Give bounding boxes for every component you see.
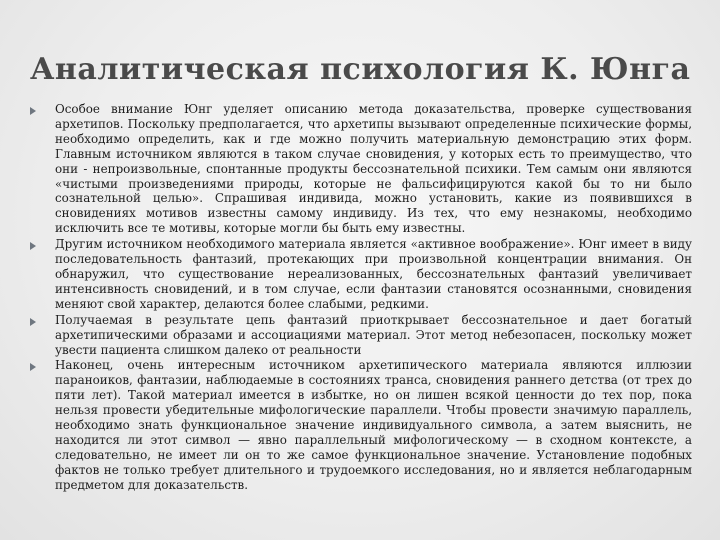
bullet-item	[30, 237, 692, 312]
triangle-bullet-icon	[30, 107, 36, 115]
triangle-bullet-icon	[30, 318, 36, 326]
triangle-bullet-icon	[30, 242, 36, 250]
bullet-text: Особое внимание Юнг уделяет описанию метода доказательства, проверке существования архетипов. Поскольку предполагается, что архетипы вызывают определенные психические формы, необходимо определить, как и где можно получить материальную демонстрацию этих форм. Главным источником являются в таком случае сновидения, у которых есть то преимущество, что они - непроизвольные, спонтанные продукты бессознательной психики. Тем самым они являются «чистыми произведениями природы, которые не фальсифицируются какой бы то ни было сознательной целью». Спрашивая индивида, можно установить, какие из появившихся в сновидениях мотивов известны самому индивиду. Из тех, что ему незнакомы, необходимо исключить все те мотивы, которые могли бы быть ему известны.	[55, 102, 692, 236]
bullet-text: Наконец, очень интересным источником архетипического материала являются иллюзии параноиков, фантазии, наблюдаемые в состояниях транса, сновидения раннего детства (от трех до пяти лет). Такой материал имеется в избытке, но он лишен всякой ценности до тех пор, пока нельзя провести убедительные мифологические параллели. Чтобы провести значимую параллель, необходимо знать функциональное значение индивидуального символа, а затем выяснить, не находится ли этот символ — явно параллельный мифологическому — в сходном контексте, а следовательно, не имеет ли он то же самое функциональное значение. Установление подобных фактов не только требует длительного и трудоемкого исследования, но и является неблагодарным предметом для доказательств.	[55, 358, 692, 492]
bullet-list	[30, 102, 692, 493]
bullet-item	[30, 102, 692, 236]
bullet-item	[30, 313, 692, 358]
slide-title: Аналитическая психология К. Юнга	[30, 52, 691, 87]
bullet-text: Другим источником необходимого материала является «активное воображение». Юнг имеет в виду последовательность фантазий, протекающих при произвольной концентрации внимания. Он обнаружил, что существование нереализованных, бессознательных фантазий увеличивает интенсивность сновидений, и в том случае, если фантазии становятся осознанными, сновидения меняют свой характер, делаются более слабыми, редкими.	[55, 237, 692, 311]
triangle-bullet-icon	[30, 363, 36, 371]
bullet-item	[30, 358, 692, 492]
bullet-text: Получаемая в результате цепь фантазий приоткрывает бессознательное и дает богатый архетипическими образами и ассоциациями материал. Этот метод небезопасен, поскольку может увести пациента слишком далеко от реальности	[55, 312, 692, 357]
